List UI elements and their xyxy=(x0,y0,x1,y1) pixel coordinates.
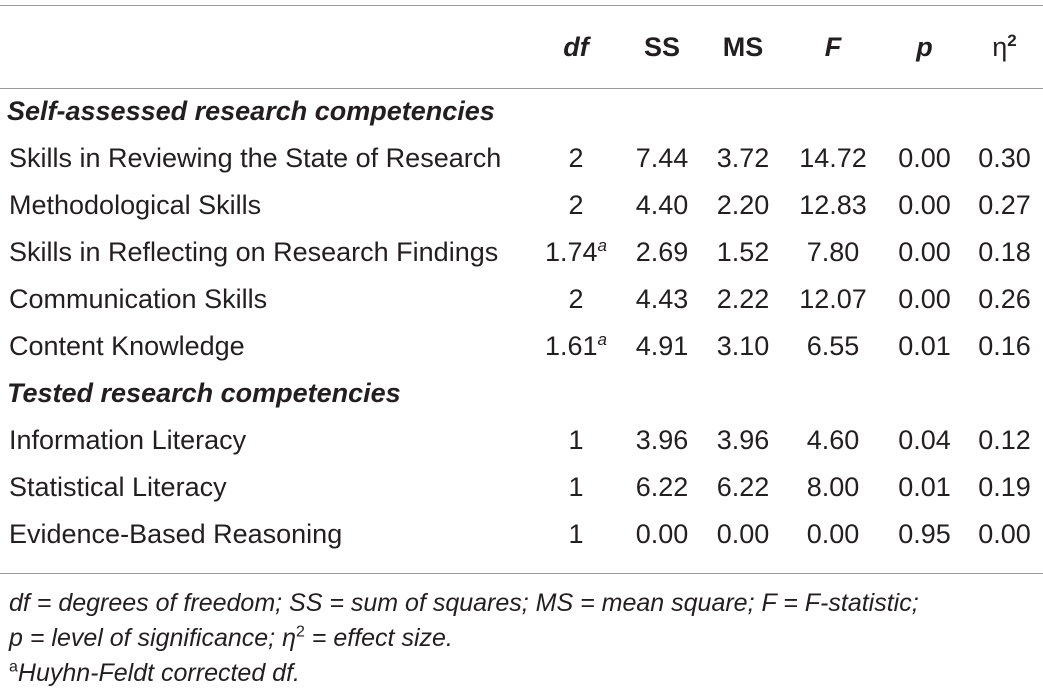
table-notes xyxy=(9,586,919,691)
note-abbreviations: df = degrees of freedom; SS = sum of squares; MS = mean square; F = F-statistic; xyxy=(9,589,919,617)
cell-eta: 0.30 xyxy=(978,143,1031,173)
note-correction-marker: a xyxy=(9,658,18,676)
cell-df-footnote: a xyxy=(597,329,608,349)
cell-ss: 2.69 xyxy=(635,237,689,267)
table-row xyxy=(0,323,1043,370)
table-row xyxy=(0,135,1043,182)
cell-ms: 2.20 xyxy=(716,190,770,220)
header-p: p xyxy=(916,31,933,62)
table-row xyxy=(0,229,1043,276)
note-eta-sup: 2 xyxy=(295,623,305,641)
note-correction-text: Huyhn-Feldt corrected df. xyxy=(17,659,300,687)
cell-df xyxy=(531,135,621,182)
row-label: Skills in Reviewing the State of Research xyxy=(9,143,502,173)
header-ss: SS xyxy=(643,31,681,62)
header-ms: MS xyxy=(722,31,764,62)
cell-df-footnote: a xyxy=(597,235,608,255)
cell-df xyxy=(531,464,621,511)
cell-ss: 6.22 xyxy=(635,472,689,502)
table-row xyxy=(0,276,1043,323)
header-label xyxy=(0,6,531,88)
header-df: df xyxy=(563,31,589,62)
row-label: Communication Skills xyxy=(9,284,268,314)
table-bottom-rule xyxy=(0,573,1043,574)
table-body xyxy=(0,88,1043,558)
cell-eta: 0.00 xyxy=(978,519,1031,549)
cell-ss: 0.00 xyxy=(635,519,689,549)
section-title: Tested research competencies xyxy=(7,378,401,408)
cell-df xyxy=(531,276,621,323)
row-label: Evidence-Based Reasoning xyxy=(9,519,343,549)
cell-f: 14.72 xyxy=(799,143,867,173)
note-significance xyxy=(9,621,919,656)
table-row xyxy=(0,511,1043,558)
cell-df-value: 2 xyxy=(568,190,584,220)
cell-f: 7.80 xyxy=(806,237,860,267)
header-eta-symbol: η xyxy=(992,31,1008,62)
table-row xyxy=(0,182,1043,229)
cell-df xyxy=(531,417,621,464)
note-correction xyxy=(9,656,919,691)
cell-ss: 4.91 xyxy=(635,331,689,361)
row-label: Methodological Skills xyxy=(9,190,262,220)
cell-f: 12.83 xyxy=(799,190,867,220)
cell-df xyxy=(531,511,621,558)
table-header-row xyxy=(0,6,1043,88)
row-label: Skills in Reflecting on Research Findings xyxy=(9,237,499,267)
cell-eta: 0.12 xyxy=(978,425,1031,455)
cell-ss: 4.40 xyxy=(635,190,689,220)
row-label: Statistical Literacy xyxy=(9,472,227,502)
table-row xyxy=(0,417,1043,464)
cell-df-value: 2 xyxy=(568,143,584,173)
cell-eta: 0.18 xyxy=(978,237,1031,267)
section-header-row xyxy=(0,370,1043,417)
cell-f: 0.00 xyxy=(806,519,860,549)
cell-ss: 3.96 xyxy=(635,425,689,455)
header-f: F xyxy=(824,31,842,62)
cell-df-value: 1 xyxy=(568,519,584,549)
cell-f: 6.55 xyxy=(806,331,860,361)
cell-p: 0.00 xyxy=(898,237,951,267)
cell-ss: 4.43 xyxy=(635,284,689,314)
cell-df-value: 1.61 xyxy=(544,331,598,361)
cell-p: 0.01 xyxy=(898,472,951,502)
cell-p: 0.95 xyxy=(898,519,951,549)
table-row xyxy=(0,464,1043,511)
cell-p: 0.00 xyxy=(898,143,951,173)
cell-df-value: 1.74 xyxy=(544,237,598,267)
cell-df xyxy=(531,229,621,276)
cell-p: 0.04 xyxy=(898,425,951,455)
cell-df-value: 1 xyxy=(568,425,584,455)
cell-p: 0.00 xyxy=(898,190,951,220)
cell-p: 0.01 xyxy=(898,331,951,361)
cell-f: 12.07 xyxy=(799,284,867,314)
row-label: Information Literacy xyxy=(9,425,247,455)
cell-eta: 0.16 xyxy=(978,331,1031,361)
cell-ms: 3.96 xyxy=(716,425,770,455)
header-eta xyxy=(966,6,1043,88)
section-header-row xyxy=(0,88,1043,135)
anova-table xyxy=(0,6,1043,558)
section-title: Self-assessed research competencies xyxy=(7,96,495,126)
cell-eta: 0.19 xyxy=(978,472,1031,502)
cell-df-value: 2 xyxy=(568,284,584,314)
note-effect-text: = effect size. xyxy=(304,624,453,652)
cell-ms: 2.22 xyxy=(716,284,770,314)
cell-df xyxy=(531,323,621,370)
cell-ms: 1.52 xyxy=(716,237,770,267)
header-eta-sup: 2 xyxy=(1007,30,1017,50)
cell-eta: 0.26 xyxy=(978,284,1031,314)
row-label: Content Knowledge xyxy=(9,331,245,361)
cell-f: 8.00 xyxy=(806,472,860,502)
note-significance-text: p = level of significance; η xyxy=(9,624,296,652)
cell-eta: 0.27 xyxy=(978,190,1031,220)
cell-p: 0.00 xyxy=(898,284,951,314)
cell-ms: 0.00 xyxy=(716,519,770,549)
cell-df-value: 1 xyxy=(568,472,584,502)
cell-ms: 6.22 xyxy=(716,472,770,502)
cell-ss: 7.44 xyxy=(635,143,689,173)
cell-df xyxy=(531,182,621,229)
cell-ms: 3.72 xyxy=(716,143,770,173)
cell-ms: 3.10 xyxy=(716,331,770,361)
cell-f: 4.60 xyxy=(806,425,860,455)
